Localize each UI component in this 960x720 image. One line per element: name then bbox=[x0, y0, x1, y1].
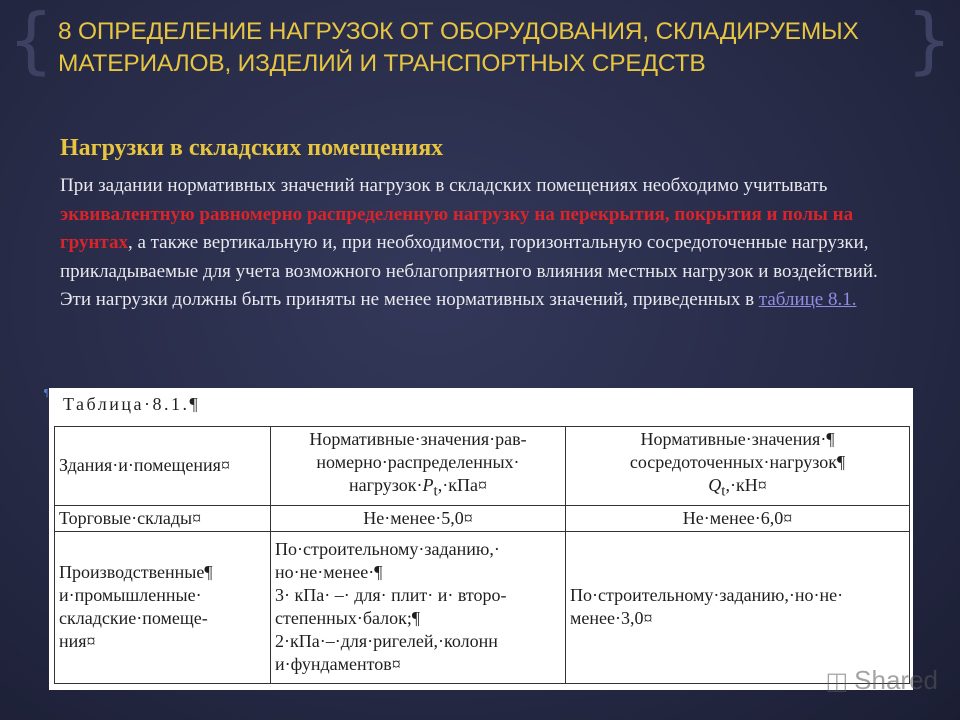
row-prod-name-line: ния¤ bbox=[59, 631, 96, 652]
row-trade-concentrated: Не·менее·6,0¤ bbox=[566, 505, 910, 531]
slide-body-text bbox=[60, 172, 920, 315]
row-prod-p-line: 3· кПа· –· для· плит· и· второ- bbox=[275, 585, 507, 606]
row-prod-p-line: степенных·балок;¶ bbox=[275, 608, 421, 629]
table-row bbox=[55, 505, 910, 531]
row-trade-name: Торговые·склады¤ bbox=[55, 505, 271, 531]
row-prod-p-line: По·строительному·заданию,· bbox=[275, 539, 500, 560]
header-distributed-post: ,·кПа¤ bbox=[437, 475, 487, 495]
table-image bbox=[49, 388, 913, 690]
row-prod-concentrated bbox=[566, 531, 910, 683]
row-prod-name-line: Производственные¶ bbox=[59, 562, 213, 583]
body-text-part1: При задании нормативных значений нагрузок в складских помещениях необходимо учитывать bbox=[60, 175, 828, 196]
row-prod-distributed bbox=[271, 531, 566, 683]
row-prod-p-line: и·фундаментов¤ bbox=[275, 654, 401, 675]
watermark-text: Shared bbox=[854, 665, 938, 695]
table-link[interactable]: таблице 8.1. bbox=[758, 289, 857, 310]
row-trade-distributed: Не·менее·5,0¤ bbox=[271, 505, 566, 531]
row-prod-p-line: но·не·менее·¶ bbox=[275, 562, 383, 583]
slide-subtitle: Нагрузки в складских помещениях bbox=[60, 135, 444, 161]
header-buildings: Здания·и·помещения¤ bbox=[55, 427, 271, 506]
row-prod-q-line: менее·3,0¤ bbox=[570, 608, 653, 629]
decorative-bracket-right: } bbox=[906, 0, 952, 82]
symbol-p-sub: t bbox=[433, 483, 438, 500]
pilcrow-mark: ¶ bbox=[44, 388, 49, 399]
symbol-q-sub: t bbox=[721, 483, 726, 500]
table-header-row bbox=[55, 427, 910, 506]
row-prod-name bbox=[55, 531, 271, 683]
symbol-p: P bbox=[422, 475, 434, 495]
slide-title: 8 ОПРЕДЕЛЕНИЕ НАГРУЗОК ОТ ОБОРУДОВАНИЯ, СКЛАДИРУЕМЫХ МАТЕРИАЛОВ, ИЗДЕЛИЙ И ТРАНСПОРТНЫХ СРЕДСТВ bbox=[58, 18, 859, 77]
symbol-q: Q bbox=[708, 475, 722, 495]
header-concentrated-line2: сосредоточенных·нагрузок¶ bbox=[629, 452, 846, 472]
norms-table bbox=[54, 426, 910, 684]
header-distributed-line2: номерно·распределенных· bbox=[316, 452, 520, 472]
table-row bbox=[55, 531, 910, 683]
decorative-bracket-left: { bbox=[8, 0, 54, 82]
header-distributed-load bbox=[271, 427, 566, 506]
table-caption: Таблица·8.1.¶ bbox=[63, 394, 201, 414]
row-prod-name-line: складские·помеще- bbox=[59, 608, 208, 629]
slideshare-icon: ◫ bbox=[825, 668, 849, 695]
row-prod-p-line: 2·кПа·–·для·ригелей,·колонн bbox=[275, 631, 498, 652]
body-text-part3: Эти нагрузки должны быть приняты не менее нормативных значений, приведенных в bbox=[60, 289, 759, 310]
row-prod-name-line: и·промышленные· bbox=[59, 585, 202, 606]
row-prod-q-line: По·строительному·заданию,·но·не· bbox=[570, 585, 844, 606]
body-text-highlight: эквивалентную равномерно распределенную нагрузку на перекрытия, покрытия и полы на грунтах bbox=[60, 203, 854, 253]
watermark bbox=[825, 665, 938, 696]
header-distributed-pre: нагрузок· bbox=[349, 475, 423, 495]
body-text-part2: , а также вертикальную и, при необходимости, горизонтальную сосредоточенные нагрузки, прикладываемые для учета возможного неблагоприятного влияния местных нагрузок и воздействий. bbox=[60, 232, 878, 282]
header-concentrated-load bbox=[566, 427, 910, 506]
header-concentrated-post: ,·кН¤ bbox=[725, 475, 767, 495]
header-distributed-line1: Нормативные·значения·рав- bbox=[309, 429, 527, 449]
header-concentrated-line1: Нормативные·значения·¶ bbox=[640, 429, 835, 449]
